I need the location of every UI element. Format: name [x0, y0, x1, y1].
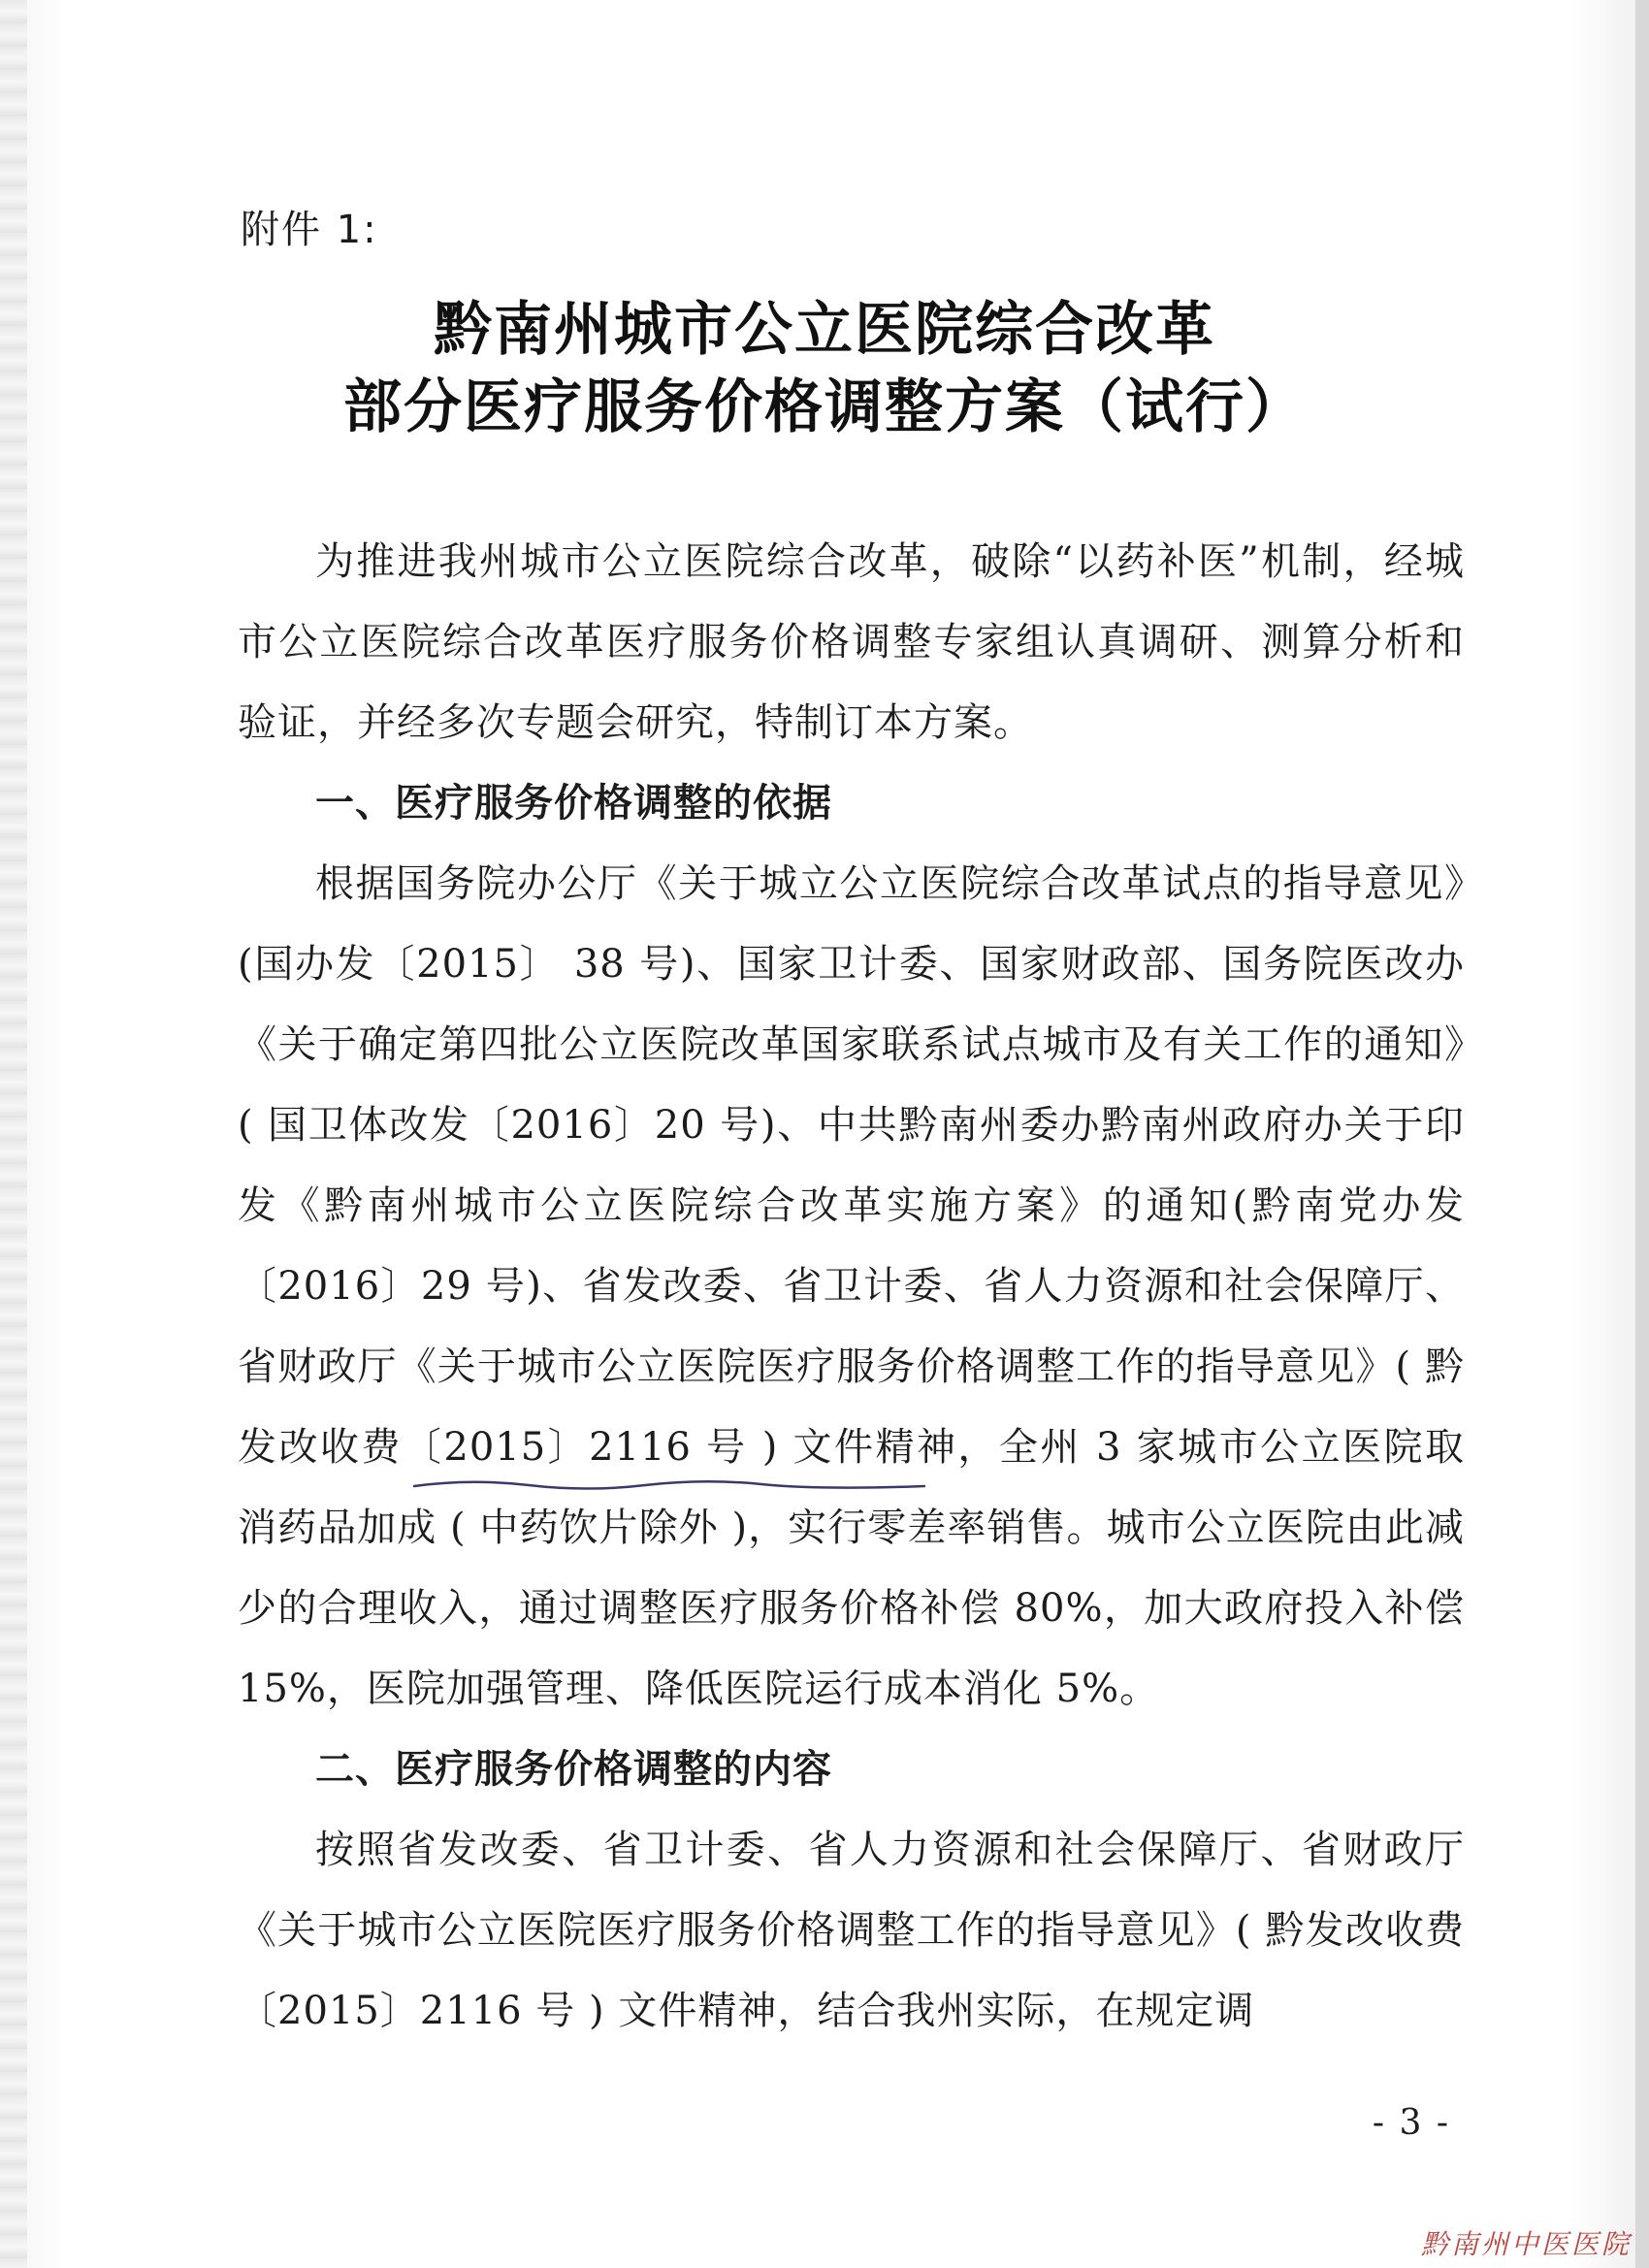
- watermark: 黔南州中医医院: [1420, 2228, 1632, 2260]
- page-number: - 3 -: [1372, 2103, 1450, 2143]
- intro-paragraph: 为推进我州城市公立医院综合改革，破除“以药补医”机制，经城市公立医院综合改革医疗服务价格调整专家组认真调研、测算分析和验证，并经多次专题会研究，特制订本方案。: [238, 539, 1465, 745]
- section-1-paragraph: 根据国务院办公厅《关于城立公立医院综合改革试点的指导意见》(国办发〔2015〕 38 号)、国家卫计委、国家财政部、国务院医改办《关于确定第四批公立医院改革国家联系试点城市及有关工作的通知》( 国卫体改发〔2016〕20 号)、中共黔南州委办黔南州政府办关于印发《黔南州城市公立医院综合改革实施方案》的通知(黔南党办发〔2016〕29 号)、省发改委、省卫计委、省人力资源和社会保障厅、省财政厅《关于城市公立医院医疗服务价格调整工作的指导意见》( 黔发改收费〔2015〕2116 号 ) 文件精神，全州 3 家城市公立医院取消药品加成 ( 中药饮片除外 )，实行零差率销售。城市公立医院由此减少的合理收入，通过调整医疗服务价格补偿 80%，加大政府投入补偿 15%，医院加强管理、降低医院运行成本消化 5%。: [238, 861, 1465, 1711]
- document-body: [238, 522, 1465, 2052]
- section-2-heading: 二、医疗服务价格调整的内容: [315, 1747, 832, 1792]
- handwritten-underline: [412, 1476, 926, 1494]
- attachment-label: 附件 1:: [241, 208, 378, 252]
- document-title-line-2: 部分医疗服务价格调整方案（试行）: [343, 373, 1306, 441]
- section-1-heading: 一、医疗服务价格调整的依据: [315, 781, 832, 826]
- document-title-line-1: 黔南州城市公立医院综合改革: [434, 296, 1215, 364]
- section-2-paragraph: 按照省发改委、省卫计委、省人力资源和社会保障厅、省财政厅《关于城市公立医院医疗服务价格调整工作的指导意见》( 黔发改收费〔2015〕2116 号 ) 文件精神，结合我州实际，在规定调: [238, 1828, 1465, 2033]
